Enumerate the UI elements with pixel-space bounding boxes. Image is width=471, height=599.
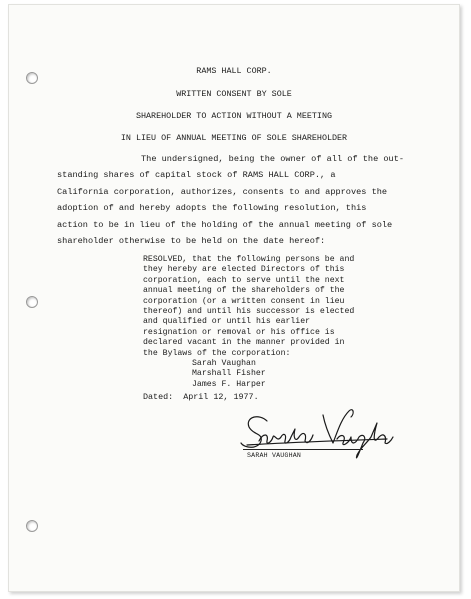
resolution-line: annual meeting of the shareholders of the (143, 286, 345, 296)
binder-hole (26, 520, 38, 532)
company-name: RAMS HALL CORP. (196, 66, 272, 76)
director-name: James F. Harper (192, 379, 266, 389)
directors-list (192, 359, 266, 390)
intro-line: The undersigned, being the owner of all of the out- (141, 154, 405, 164)
resolution-line: corporation (or a written consent in lieu (143, 296, 345, 306)
handwritten-signature (237, 403, 397, 469)
resolution-line: corporation, each to serve until the next (143, 275, 345, 285)
resolution-line: they hereby are elected Directors of this (143, 265, 345, 275)
resolution-line: resignation or removal or his office is (143, 327, 335, 337)
resolution-line: the Bylaws of the corporation: (143, 348, 291, 358)
resolution-line: RESOLVED, that the following persons be and (143, 255, 355, 264)
intro-line: action to be in lieu of the holding of the annual meeting of sole (57, 219, 393, 230)
intro-line: California corporation, authorizes, consents to and approves the (57, 186, 388, 197)
resolution-paragraph (143, 255, 369, 359)
heading-line: IN LIEU OF ANNUAL MEETING OF SOLE SHAREHOLDER (120, 133, 348, 143)
resolution-line: thereof) and until his successor is elected (143, 307, 355, 317)
director-name: Marshall Fisher (192, 369, 266, 379)
binder-hole (26, 296, 38, 308)
document-page (8, 4, 460, 592)
date-line: Dated: April 12, 1977. (143, 392, 259, 402)
signature-line (243, 449, 363, 450)
intro-line: standing shares of capital stock of RAMS HALL CORP., a (57, 170, 336, 181)
heading-line: SHAREHOLDER TO ACTION WITHOUT A MEETING (135, 111, 332, 121)
resolution-line: declared vacant in the manner provided in (143, 338, 345, 348)
intro-paragraph (57, 151, 419, 249)
intro-line: adoption of and hereby adopts the following resolution, this (57, 203, 367, 214)
resolution-line: and qualified or until his earlier (143, 317, 311, 327)
heading-line: WRITTEN CONSENT BY SOLE (176, 89, 292, 99)
intro-line: shareholder otherwise to be held on the date hereof: (57, 236, 326, 247)
director-name: Sarah Vaughan (192, 359, 256, 368)
signatory-name: SARAH VAUGHAN (247, 452, 302, 459)
